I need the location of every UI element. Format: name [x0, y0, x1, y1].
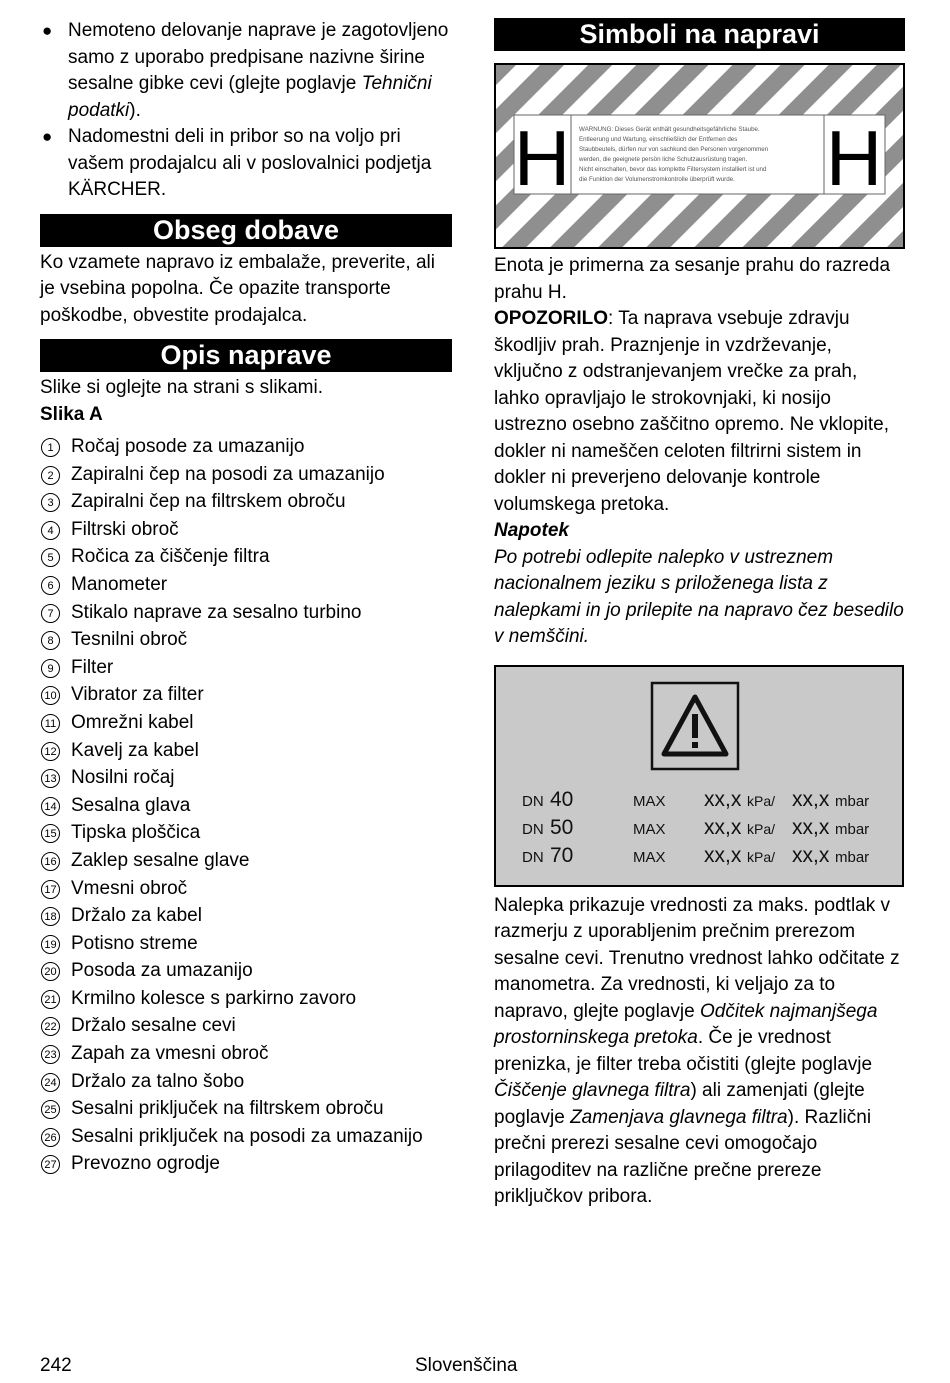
part-name: Držalo sesalne cevi [71, 1015, 236, 1037]
section-heading-opis: Opis naprave [40, 339, 452, 372]
part-list-item [40, 905, 452, 926]
dn-cell-dn: DN [522, 792, 544, 810]
part-list-item [40, 657, 452, 678]
part-list-item [40, 1126, 452, 1147]
note-heading: Napotek [494, 520, 569, 541]
part-name: Posoda za umazanijo [71, 960, 253, 982]
part-number-badge: 4 [41, 521, 60, 540]
part-list-item [40, 464, 452, 485]
dn-cell-u1: kPa/ [747, 820, 776, 837]
notes-list [40, 18, 452, 204]
note-paragraph: Po potrebi odlepite nalepko v ustreznem nacionalnem jeziku s priloženega lista z nalepkami in jo prilepite na napravo čez besedilo v nemščini. [494, 546, 904, 647]
part-name: Držalo za kabel [71, 905, 202, 927]
part-number-badge: 16 [41, 852, 60, 871]
dn-cell-u2: mbar [835, 792, 870, 810]
part-number-badge: 19 [41, 935, 60, 954]
page-number: 242 [40, 1355, 72, 1376]
warning-line: WARNUNG: Dieses Gerät enthält gesundheitsgefährliche Staube. [579, 126, 760, 133]
right-column [494, 18, 905, 1211]
part-list-item [40, 822, 452, 843]
part-list-item [40, 519, 452, 540]
part-name: Filtrski obroč [71, 518, 179, 540]
figure-label: Slika A [40, 403, 103, 425]
part-name: Zapiralni čep na posodi za umazanijo [71, 463, 385, 485]
part-list-item [40, 712, 452, 733]
part-number-badge: 11 [41, 714, 60, 733]
part-list-item [40, 546, 452, 567]
bullet-icon: ● [42, 127, 53, 146]
part-name: Omrežni kabel [71, 711, 194, 733]
dn-cell-max: MAX [633, 848, 666, 866]
part-name: Sesalni priključek na posodi za umazanijo [71, 1125, 423, 1147]
part-name: Zapah za vmesni obroč [71, 1043, 269, 1065]
part-number-badge: 24 [41, 1073, 60, 1092]
part-list-item [40, 767, 452, 788]
dn-cell-val2: xx,x [792, 815, 830, 839]
dn-cell-val1: xx,x [704, 815, 742, 839]
vacuum-values-label-image [494, 665, 904, 887]
part-number-badge: 13 [41, 769, 60, 788]
part-name: Prevozno ogrodje [71, 1153, 220, 1175]
part-list-item [40, 850, 452, 871]
part-number-badge: 20 [41, 962, 60, 981]
left-column [40, 18, 452, 1181]
part-list-item [40, 602, 452, 623]
parts-list [40, 436, 452, 1174]
part-name: Filter [71, 656, 114, 678]
h-letter-left: H [513, 114, 571, 202]
dn-cell-max: MAX [633, 792, 666, 810]
part-name: Zapiralni čep na filtrskem obroču [71, 491, 346, 513]
part-name: Zaklep sesalne glave [71, 849, 250, 871]
part-name: Krmilno kolesce s parkirno zavoro [71, 987, 357, 1009]
part-number-badge: 23 [41, 1045, 60, 1064]
part-number-badge: 6 [41, 576, 60, 595]
part-list-item [40, 878, 452, 899]
dn-cell-u2: mbar [835, 820, 870, 838]
part-number-badge: 12 [41, 742, 60, 761]
part-number-badge: 21 [41, 990, 60, 1009]
part-number-badge: 1 [41, 438, 60, 457]
part-number-badge: 27 [41, 1155, 60, 1174]
dn-cell-val2: xx,x [792, 787, 830, 811]
final-paragraph: Nalepka prikazuje vrednosti za maks. podtlak v razmerju z uporabljenim prečnim prerezom sesalne cevi. Trenutno vrednost lahko odčitate z manometra. Za vrednosti, ki veljajo za to napravo, glejte poglavje Odčitek najmanjšega prostorninskega pretoka. Če je vrednost prenizka, je filter treba očistiti (glejte poglavje Čiščenje glavnega filtra) ali zamenjati (glejte poglavje Zamenjava glavnega filtra). Različni prečni prerezi sesalne cevi omogočajo prilagoditev na različne prečne prereze priključkov pribora. [494, 894, 900, 1207]
part-list-item [40, 1098, 452, 1119]
part-name: Ročaj posode za umazanijo [71, 436, 305, 457]
part-list-item [40, 629, 452, 650]
dn-cell-size: 50 [550, 815, 574, 839]
part-list-item [40, 1071, 452, 1092]
part-list-item [40, 1015, 452, 1036]
part-name: Držalo za talno šobo [71, 1070, 245, 1092]
part-list-item [40, 988, 452, 1009]
list-item: ● Nemoteno delovanje naprave je zagotovljeno samo z uporabo predpisane nazivne širine sesalne gibke cevi (glejte poglavje Tehnični podatki). [42, 20, 449, 121]
dust-class-h-label-image [494, 63, 905, 249]
part-list-item [40, 491, 452, 512]
part-number-badge: 5 [41, 548, 60, 567]
part-name: Vmesni obroč [71, 877, 188, 899]
part-list-item [40, 960, 452, 981]
warning-line: Nicht einschalten, bevor das komplette Filtersystem installiert ist und [579, 166, 767, 173]
dn-cell-val1: xx,x [704, 787, 742, 811]
part-list-item [40, 795, 452, 816]
section-heading-obseg: Obseg dobave [40, 214, 452, 247]
part-number-badge: 17 [41, 880, 60, 899]
dn-cell-size: 40 [550, 787, 574, 811]
part-name: Ročica za čiščenje filtra [71, 546, 270, 568]
dn-cell-max: MAX [633, 820, 666, 838]
dn-cell-val1: xx,x [704, 843, 742, 867]
part-list-item [40, 1043, 452, 1064]
footer-language: Slovenščina [415, 1355, 518, 1376]
part-name: Manometer [71, 573, 168, 595]
dn-cell-dn: DN [522, 848, 544, 866]
dn-cell-size: 70 [550, 843, 574, 867]
warning-paragraph: OPOZORILO: Ta naprava vsebuje zdravju škodljiv prah. Praznjenje in vzdrževanje, vključno z odstranjevanjem vrečke za prah, lahko opravljajo le strokovnjaki, ki nosijo ustrezno osebno zaščitno opremo. Ne vklopite, dokler ni nameščen celoten filtrirni sistem in dokler ni preverjeno delovanje kontrole volumskega pretoka. [494, 308, 889, 515]
part-number-badge: 25 [41, 1100, 60, 1119]
part-list-item [40, 1153, 452, 1174]
dn-cell-u1: kPa/ [747, 792, 776, 809]
part-name: Nosilni ročaj [71, 767, 175, 789]
opis-intro: Slike si oglejte na strani s slikami. [40, 377, 323, 398]
part-number-badge: 3 [41, 493, 60, 512]
part-list-item [40, 684, 452, 705]
part-name: Sesalna glava [71, 794, 191, 816]
part-name: Stikalo naprave za sesalno turbino [71, 601, 362, 623]
dn-cell-dn: DN [522, 820, 544, 838]
part-name: Sesalni priključek na filtrskem obroču [71, 1098, 384, 1120]
section-heading-simboli: Simboli na napravi [494, 18, 905, 51]
part-list-item [40, 933, 452, 954]
warning-line: Entleerung und Wartung, einschließlich der Entfernen des [579, 136, 738, 143]
obseg-paragraph: Ko vzamete napravo iz embalaže, preverite, ali je vsebina popolna. Če opazite transporte poškodbe, obvestite prodajalca. [40, 251, 435, 326]
part-name: Tipska ploščica [71, 822, 201, 844]
h-letter-right: H [825, 114, 883, 202]
part-number-badge: 7 [41, 604, 60, 623]
part-number-badge: 2 [41, 466, 60, 485]
dn-cell-u2: mbar [835, 848, 870, 866]
part-name: Potisno streme [71, 932, 198, 954]
part-number-badge: 15 [41, 824, 60, 843]
warning-line: die Funktion der Volumenstromkontrolle überprüft wurde. [579, 176, 735, 183]
bullet-icon: ● [42, 21, 53, 40]
part-list-item [40, 436, 452, 457]
list-item: ● Nadomestni deli in pribor so na voljo pri vašem prodajalcu ali v poslovalnici podjetja KÄRCHER. [42, 126, 432, 200]
part-number-badge: 26 [41, 1128, 60, 1147]
part-list-item [40, 740, 452, 761]
part-number-badge: 9 [41, 659, 60, 678]
dust-class-paragraph: Enota je primerna za sesanje prahu do razreda prahu H. [494, 255, 891, 303]
warning-line: Staubbeutels, dürfen nur von sachkund den Personen vorgenommen [579, 146, 769, 153]
dn-cell-u1: kPa/ [747, 848, 776, 865]
part-name: Kavelj za kabel [71, 739, 199, 761]
part-number-badge: 10 [41, 686, 60, 705]
warning-line: werden, die geeignete persön liche Schutzausrüstung tragen. [579, 156, 748, 163]
part-number-badge: 8 [41, 631, 60, 650]
part-number-badge: 14 [41, 797, 60, 816]
part-list-item [40, 574, 452, 595]
dn-cell-val2: xx,x [792, 843, 830, 867]
part-number-badge: 18 [41, 907, 60, 926]
part-name: Vibrator za filter [71, 684, 204, 706]
part-number-badge: 22 [41, 1017, 60, 1036]
part-name: Tesnilni obroč [71, 629, 188, 651]
